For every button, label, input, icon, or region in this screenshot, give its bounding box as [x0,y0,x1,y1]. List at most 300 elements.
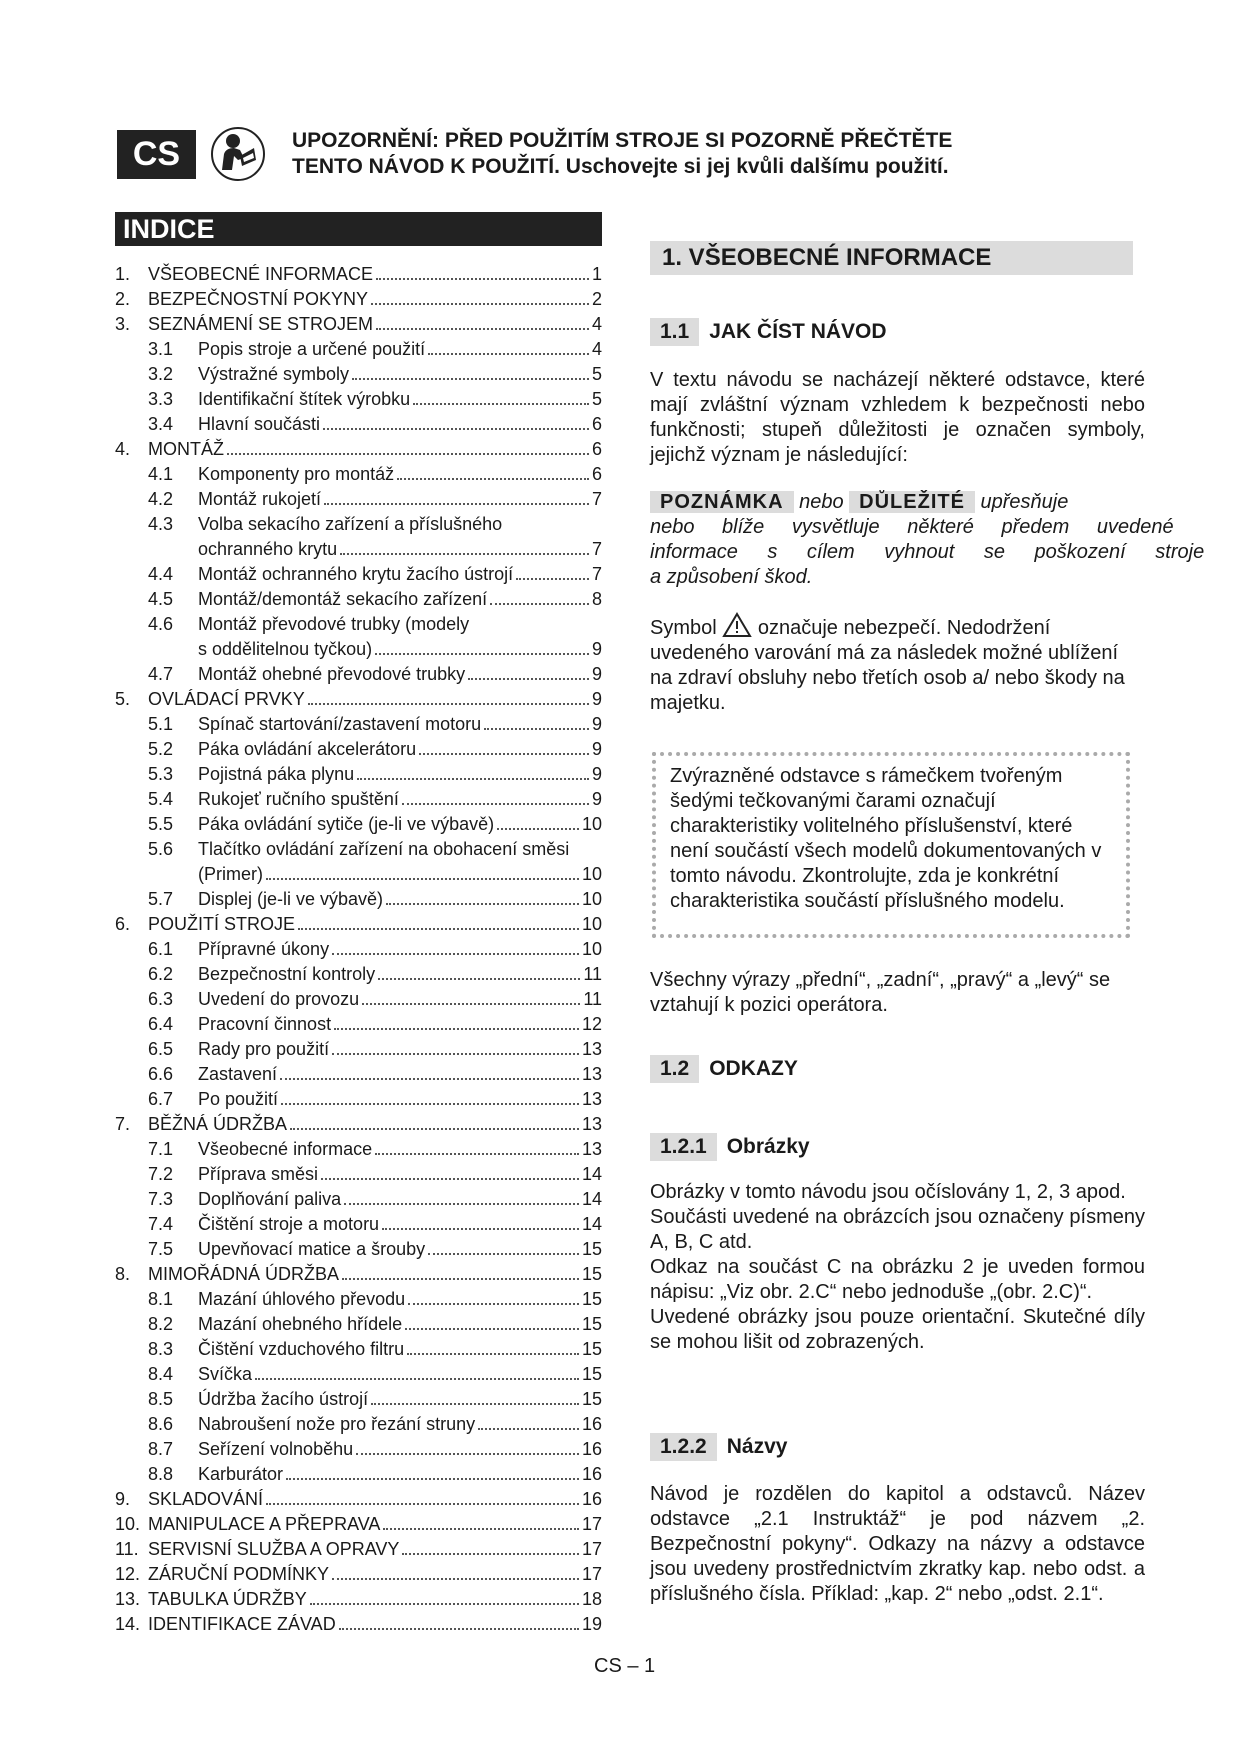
warning-triangle-icon [722,612,752,638]
toc-title: Mazání ohebného hřídele [198,1314,403,1334]
toc-leader-dots [497,828,579,830]
toc-page-number: 5 [591,389,602,409]
toc-number: 7.1 [148,1139,174,1159]
toc-entry [115,1012,602,1037]
toc-page-number: 10 [581,914,602,934]
toc-page-number: 4 [591,339,602,359]
toc-page-number: 13 [581,1089,602,1109]
toc-title: Seřízení volnoběhu [198,1439,354,1459]
toc-title: Upevňovací matice a šrouby [198,1239,426,1259]
toc-number: 8.3 [148,1339,174,1359]
toc-leader-dots [324,503,589,505]
figures-line-1: Obrázky v tomto návodu jsou očíslovány 1, 2, 3 apod. [650,1181,1126,1203]
subsection-heading-1-2-1 [650,1133,810,1161]
toc-page-number: 17 [581,1539,602,1559]
note-or: nebo [799,491,844,513]
toc-number: 8.4 [148,1364,174,1384]
toc-number: 9. [115,1489,131,1509]
toc-number: 5.3 [148,764,174,784]
toc-number: 6.4 [148,1014,174,1034]
toc-entry [115,787,602,812]
toc-title: Displej (je-li ve výbavě) [198,889,384,909]
toc-leader-dots [376,328,589,330]
toc-number: 4.5 [148,589,174,609]
toc-leader-dots [266,878,579,880]
toc-page-number: 15 [581,1264,602,1284]
toc-page-number: 15 [581,1314,602,1334]
toc-number: 13. [115,1589,141,1609]
toc-number: 8.2 [148,1314,174,1334]
toc-leader-dots [383,1528,579,1530]
toc-number: 4.4 [148,564,174,584]
toc-title: Komponenty pro montáž [198,464,395,484]
warning-heading [292,128,952,180]
toc-page-number: 9 [591,639,602,659]
figures-line-4: Uvedené obrázky jsou pouze orientační. Skutečné díly se mohou lišit od zobrazených. [650,1306,1145,1353]
toc-leader-dots [378,978,580,980]
toc-leader-dots [386,903,579,905]
note-line-2: nebo blíže vysvětluje některé předem uvedené [650,516,1174,538]
toc-page-number: 16 [581,1464,602,1484]
toc-number: 3.1 [148,339,174,359]
toc-number: 1. [115,264,131,284]
toc-leader-dots [419,753,589,755]
toc-title: Po použití [198,1089,279,1109]
toc-entry [115,287,602,312]
toc-title: MIMOŘÁDNÁ ÚDRŽBA [148,1264,340,1284]
toc-page-number: 13 [581,1139,602,1159]
toc-title: Údržba žacího ústrojí [198,1389,369,1409]
toc-entry [115,562,602,587]
toc-leader-dots [334,1028,579,1030]
toc-page-number: 2 [591,289,602,309]
toc-title: POUŽITÍ STROJE [148,914,296,934]
toc-leader-dots [280,1078,579,1080]
toc-entry [115,1237,602,1262]
table-of-contents [115,262,602,1637]
note-paragraph [650,490,1205,590]
toc-entry [115,1037,602,1062]
toc-title: Všeobecné informace [198,1139,373,1159]
toc-page-number: 7 [591,539,602,559]
toc-page-number: 15 [581,1389,602,1409]
toc-entry [115,587,602,612]
toc-leader-dots [298,928,579,930]
toc-title: Páka ovládání akcelerátoru [198,739,417,759]
toc-page-number: 10 [581,864,602,884]
toc-title: MANIPULACE A PŘEPRAVA [148,1514,381,1534]
paragraph-how-to-read: V textu návodu se nacházejí některé odstavce, které mají zvláštní význam vzhledem k bezpečnosti nebo funkčnosti; stupeň důležitosti je označen symboly, jejichž význam je následující: [650,369,1145,466]
toc-page-number: 9 [591,689,602,709]
toc-entry [115,1412,602,1437]
toc-number: 6.3 [148,989,174,1009]
toc-number: 8.1 [148,1289,174,1309]
toc-title: s oddělitelnou tyčkou) [198,639,373,659]
toc-number: 8.5 [148,1389,174,1409]
toc-leader-dots [290,1128,579,1130]
toc-page-number: 14 [581,1214,602,1234]
toc-page-number: 9 [591,764,602,784]
toc-leader-dots [382,1228,579,1230]
toc-entry [115,887,602,912]
toc-entry [115,862,602,887]
toc-leader-dots [356,1453,579,1455]
warning-line-2: TENTO NÁVOD K POUŽITÍ. Uschovejte si jej kvůli dalšímu použití. [292,155,949,178]
toc-number: 4.3 [148,514,174,534]
toc-page-number: 4 [591,314,602,334]
toc-entry [115,612,602,637]
toc-entry [115,1562,602,1587]
toc-title: Nabroušení nože pro řezání struny [198,1414,476,1434]
toc-page-number: 15 [581,1289,602,1309]
toc-entry [115,1462,602,1487]
toc-number: 6.2 [148,964,174,984]
toc-leader-dots [405,1328,579,1330]
toc-leader-dots [332,1053,579,1055]
toc-title: IDENTIFIKACE ZÁVAD [148,1614,336,1634]
toc-page-number: 14 [581,1164,602,1184]
toc-number: 8.7 [148,1439,174,1459]
toc-entry [115,387,602,412]
toc-number: 3.4 [148,414,174,434]
subsection-number: 1.2.1 [650,1133,717,1161]
toc-number: 5.4 [148,789,174,809]
toc-page-number: 14 [581,1189,602,1209]
toc-title: Montáž ochranného krytu žacího ústrojí [198,564,514,584]
toc-entry [115,1137,602,1162]
toc-entry [115,537,602,562]
subsection-title: ODKAZY [709,1057,798,1080]
toc-leader-dots [490,603,589,605]
toc-number: 6.7 [148,1089,174,1109]
figures-line-3: Odkaz na součást C na obrázku 2 je uveden formou nápisu: „Viz obr. 2.C“ nebo jednoduše „(obr. 2.C)“. [650,1256,1145,1303]
toc-leader-dots [340,553,589,555]
toc-number: 4. [115,439,131,459]
toc-page-number: 8 [591,589,602,609]
toc-title: Bezpečnostní kontroly [198,964,376,984]
toc-entry [115,412,602,437]
toc-number: 6.6 [148,1064,174,1084]
toc-title: Doplňování paliva [198,1189,342,1209]
subsection-heading-1-2 [650,1055,798,1083]
toc-title: TABULKA ÚDRŽBY [148,1589,307,1609]
toc-entry [115,712,602,737]
note-line-4: a způsobení škod. [650,566,813,588]
toc-number: 7.4 [148,1214,174,1234]
toc-leader-dots [281,1103,579,1105]
toc-title: VŠEOBECNÉ INFORMACE [148,264,374,284]
toc-title: Spínač startování/zastavení motoru [198,714,482,734]
subsection-number: 1.1 [650,318,699,346]
toc-leader-dots [408,1303,579,1305]
toc-page-number: 9 [591,739,602,759]
toc-page-number: 16 [581,1414,602,1434]
note-tag: POZNÁMKA [650,491,794,513]
toc-leader-dots [407,1353,579,1355]
paragraph-names: Návod je rozdělen do kapitol a odstavců. Název odstavce „2.1 Instruktáž“ je pod názvem „2. Bezpečnostní pokyny“. Odkazy na názvy a odstavce jsou uvedeny prostřednictvím zkratky kap. nebo odst. a příslušného čísla. Příklad: „kap. 2“ nebo „odst. 2.1“. [650,1483,1145,1605]
optional-accessory-box: Zvýrazněné odstavce s rámečkem tvořeným šedými tečkovanými čarami označují charakteristiky volitelného příslušenství, které není součástí všech modelů dokumentovaných v tomto návodu. Zkontrolujte, zda je konkrétní charakteristika součástí příslušného modelu. [652,752,1130,938]
toc-leader-dots [397,478,589,480]
toc-page-number: 9 [591,664,602,684]
toc-title: Příprava směsi [198,1164,319,1184]
subsection-heading-1-2-2 [650,1433,787,1461]
toc-title: Rukojeť ručního spuštění [198,789,399,809]
toc-page-number: 6 [591,414,602,434]
toc-page-number: 13 [581,1039,602,1059]
orientation-paragraph: Všechny výrazy „přední“, „zadní“, „pravý“ a „levý“ se vztahují k pozici operátora. [650,969,1111,1016]
toc-entry [115,962,602,987]
toc-entry [115,1112,602,1137]
toc-number: 5. [115,689,131,709]
toc-page-number: 10 [581,814,602,834]
toc-title: Čištění vzduchového filtru [198,1339,405,1359]
toc-page-number: 6 [591,464,602,484]
toc-number: 7.3 [148,1189,174,1209]
subsection-title: Názvy [726,1435,788,1458]
toc-entry [115,1362,602,1387]
toc-entry [115,1337,602,1362]
toc-number: 5.2 [148,739,174,759]
toc-leader-dots [344,1203,579,1205]
toc-entry [115,812,602,837]
toc-entry [115,1187,602,1212]
toc-entry [115,1312,602,1337]
toc-title: Volba sekacího zařízení a příslušného [198,514,503,534]
toc-leader-dots [310,1603,579,1605]
note-rest: upřesňuje [980,491,1069,513]
toc-title: Zastavení [198,1064,278,1084]
toc-entry [115,1262,602,1287]
index-title: INDICE [115,212,602,246]
toc-entry [115,1387,602,1412]
symbol-word: Symbol [650,617,717,639]
toc-leader-dots [255,1378,579,1380]
toc-entry [115,987,602,1012]
toc-entry [115,362,602,387]
toc-title: Montáž/demontáž sekacího zařízení [198,589,488,609]
toc-page-number: 11 [583,964,602,984]
toc-number: 10. [115,1514,141,1534]
language-badge: CS [117,130,196,179]
toc-number: 6.1 [148,939,174,959]
toc-title: Svíčka [198,1364,253,1384]
toc-leader-dots [468,678,589,680]
subsection-title: JAK ČÍST NÁVOD [709,320,887,343]
toc-leader-dots [308,703,589,705]
toc-number: 6.5 [148,1039,174,1059]
toc-title: Čištění stroje a motoru [198,1214,380,1234]
toc-title: ochranného krytu [198,539,338,559]
toc-number: 5.7 [148,889,174,909]
toc-leader-dots [428,1253,579,1255]
toc-leader-dots [339,1628,579,1630]
toc-leader-dots [362,1003,580,1005]
toc-leader-dots [376,278,589,280]
toc-page-number: 7 [591,564,602,584]
toc-entry [115,762,602,787]
toc-entry [115,1212,602,1237]
toc-title: BĚŽNÁ ÚDRŽBA [148,1114,288,1134]
toc-leader-dots [357,778,589,780]
section-title: 1. VŠEOBECNÉ INFORMACE [650,241,1133,275]
toc-page-number: 9 [591,789,602,809]
toc-entry [115,1512,602,1537]
toc-page-number: 7 [591,489,602,509]
toc-number: 7.2 [148,1164,174,1184]
toc-title: SKLADOVÁNÍ [148,1489,264,1509]
toc-entry [115,1587,602,1612]
toc-page-number: 13 [581,1064,602,1084]
toc-title: Hlavní součásti [198,414,321,434]
toc-title: OVLÁDACÍ PRVKY [148,689,305,709]
toc-entry [115,1487,602,1512]
toc-leader-dots [323,428,589,430]
toc-number: 7. [115,1114,131,1134]
toc-entry [115,1537,602,1562]
toc-title: Pracovní činnost [198,1014,332,1034]
toc-number: 6. [115,914,131,934]
toc-number: 4.2 [148,489,174,509]
warning-line-1: UPOZORNĚNÍ: PŘED POUŽITÍM STROJE SI POZORNĚ PŘEČTĚTE [292,129,953,152]
toc-leader-dots [516,578,589,580]
toc-number: 7.5 [148,1239,174,1259]
toc-title: Montáž převodové trubky (modely [198,614,470,634]
toc-number: 14. [115,1614,141,1634]
toc-page-number: 16 [581,1439,602,1459]
toc-leader-dots [371,1403,579,1405]
toc-title: Rady pro použití [198,1039,330,1059]
toc-title: (Primer) [198,864,263,884]
toc-number: 11. [115,1539,139,1559]
toc-title: SEZNÁMENÍ SE STROJEM [148,314,374,334]
toc-leader-dots [266,1503,579,1505]
toc-page-number: 5 [591,364,602,384]
important-tag: DŮLEŽITÉ [849,491,975,513]
note-line-3: informace s cílem vyhnout se poškození stroje [650,541,1205,563]
toc-title: Tlačítko ovládání zařízení na obohacení směsi [198,839,570,859]
toc-leader-dots [428,353,589,355]
toc-entry [115,337,602,362]
toc-number: 8.8 [148,1464,174,1484]
toc-title: MONTÁŽ [148,439,224,459]
toc-entry [115,912,602,937]
toc-entry [115,837,602,862]
toc-page-number: 18 [581,1589,602,1609]
toc-entry [115,637,602,662]
toc-number: 12. [115,1564,141,1584]
toc-leader-dots [332,953,579,955]
toc-page-number: 19 [581,1614,602,1634]
toc-number: 5.6 [148,839,174,859]
toc-entry [115,1437,602,1462]
toc-entry [115,487,602,512]
toc-number: 8. [115,1264,131,1284]
toc-entry [115,312,602,337]
toc-title: Páka ovládání sytiče (je-li ve výbavě) [198,814,495,834]
toc-number: 4.1 [148,464,174,484]
toc-title: Karburátor [198,1464,284,1484]
symbol-paragraph [650,612,1145,716]
toc-leader-dots [332,1578,579,1580]
toc-title: Popis stroje a určené použití [198,339,426,359]
toc-leader-dots [227,453,589,455]
figures-line-2: Součásti uvedené na obrázcích jsou označeny písmeny A, B, C atd. [650,1206,1145,1253]
toc-page-number: 17 [581,1514,602,1534]
toc-title: Přípravné úkony [198,939,330,959]
toc-entry [115,262,602,287]
toc-number: 3. [115,314,131,334]
toc-page-number: 6 [591,439,602,459]
page-number: CS – 1 [594,1655,656,1677]
toc-title: ZÁRUČNÍ PODMÍNKY [148,1564,330,1584]
toc-number: 8.6 [148,1414,174,1434]
toc-page-number: 11 [583,989,602,1009]
toc-leader-dots [342,1278,579,1280]
toc-number: 2. [115,289,131,309]
paragraph-figures [650,1180,1145,1355]
toc-entry [115,1162,602,1187]
toc-page-number: 9 [591,714,602,734]
toc-leader-dots [484,728,589,730]
toc-number: 3.3 [148,389,174,409]
toc-entry [115,687,602,712]
toc-number: 5.1 [148,714,174,734]
toc-entry [115,737,602,762]
subsection-number: 1.2 [650,1055,699,1083]
toc-leader-dots [352,378,589,380]
toc-page-number: 12 [581,1014,602,1034]
subsection-heading-1-1 [650,318,887,346]
toc-entry [115,462,602,487]
toc-number: 4.6 [148,614,174,634]
toc-leader-dots [402,1553,579,1555]
toc-entry [115,1287,602,1312]
toc-number: 3.2 [148,364,174,384]
toc-entry [115,512,602,537]
toc-leader-dots [321,1178,579,1180]
toc-page-number: 15 [581,1339,602,1359]
toc-page-number: 15 [581,1239,602,1259]
toc-leader-dots [413,403,589,405]
toc-entry [115,937,602,962]
toc-leader-dots [375,1153,579,1155]
toc-title: Montáž ohebné převodové trubky [198,664,466,684]
subsection-number: 1.2.2 [650,1433,717,1461]
subsection-title: Obrázky [726,1135,810,1158]
toc-entry [115,1612,602,1637]
toc-title: SERVISNÍ SLUŽBA A OPRAVY [148,1539,400,1559]
toc-title: Pojistná páka plynu [198,764,355,784]
toc-leader-dots [371,303,589,305]
toc-entry [115,437,602,462]
toc-title: Výstražné symboly [198,364,350,384]
toc-number: 4.7 [148,664,174,684]
toc-entry [115,1087,602,1112]
note-line-1 [650,490,1210,515]
toc-leader-dots [375,653,589,655]
toc-leader-dots [402,803,589,805]
toc-leader-dots [478,1428,579,1430]
toc-title: Uvedení do provozu [198,989,360,1009]
toc-entry [115,662,602,687]
toc-page-number: 13 [581,1114,602,1134]
toc-page-number: 16 [581,1489,602,1509]
toc-entry [115,1062,602,1087]
toc-title: BEZPEČNOSTNÍ POKYNY [148,289,369,309]
toc-page-number: 10 [581,939,602,959]
toc-title: Montáž rukojetí [198,489,322,509]
toc-leader-dots [286,1478,579,1480]
